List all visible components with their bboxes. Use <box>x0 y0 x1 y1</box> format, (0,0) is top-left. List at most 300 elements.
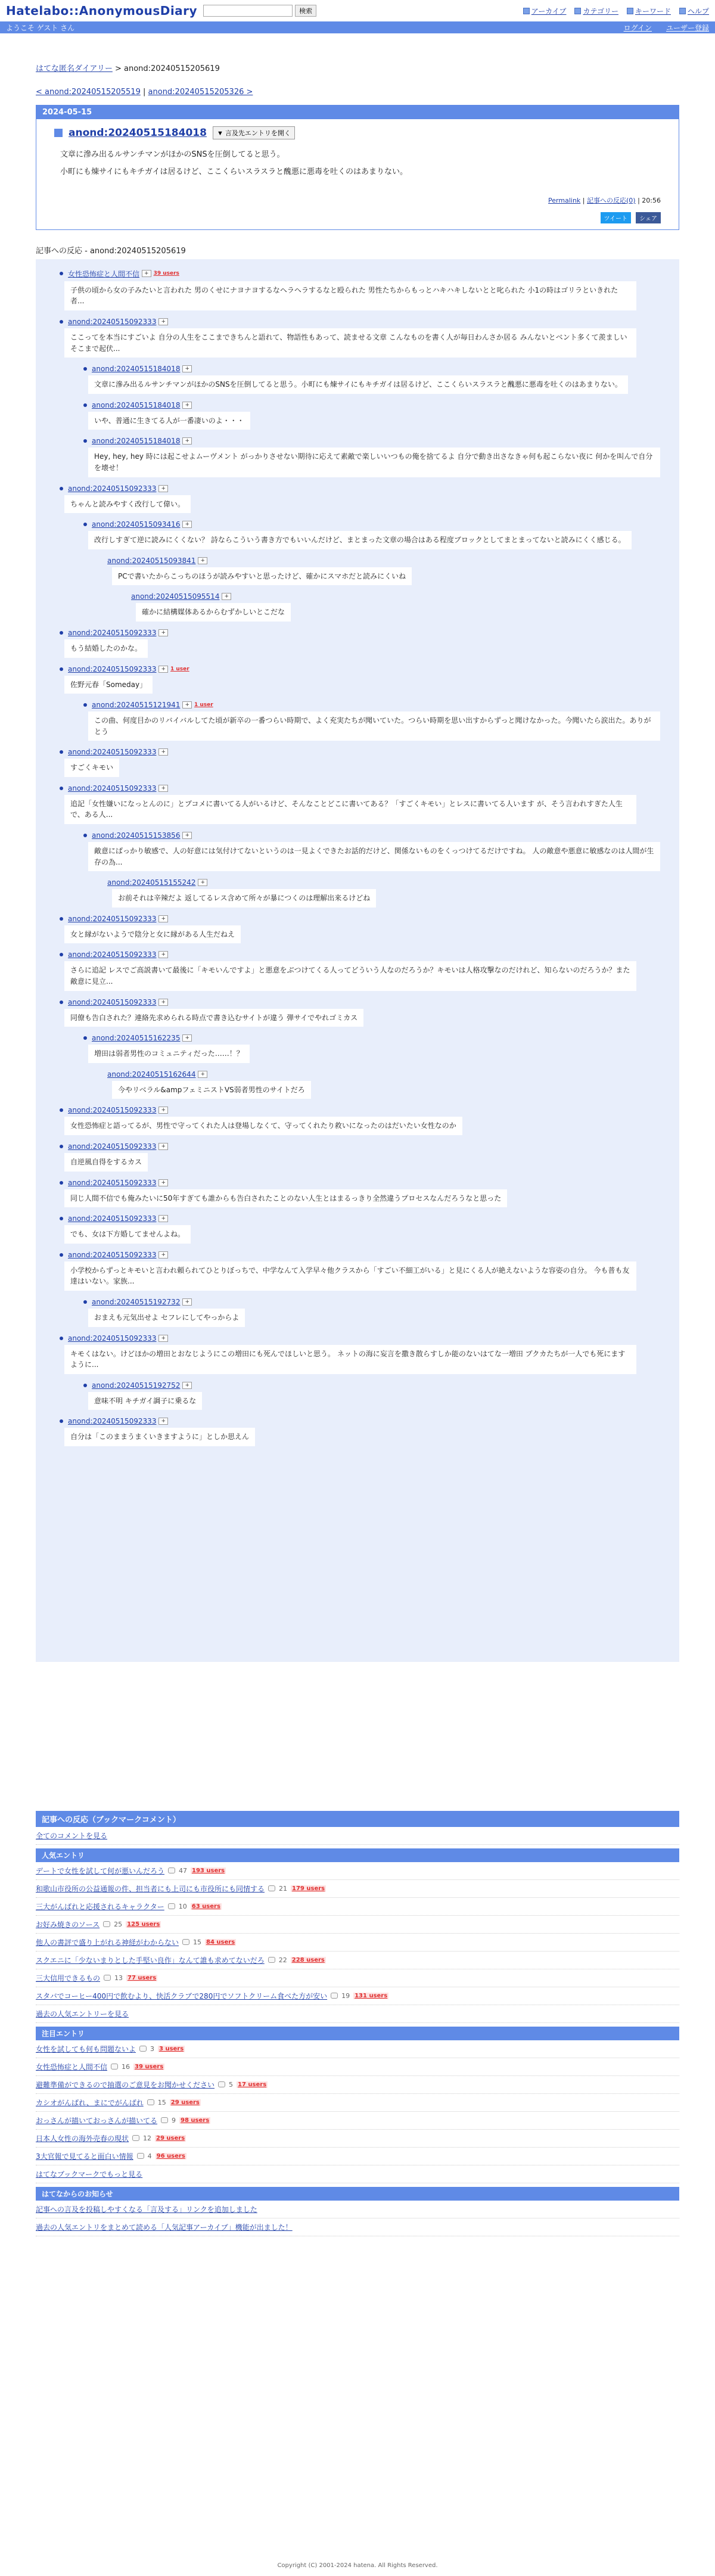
comment-icon <box>268 1957 275 1963</box>
comment-icon <box>104 1975 111 1981</box>
ref-item <box>83 437 667 480</box>
popular-header: 人気エントリ <box>36 1848 679 1862</box>
popular-row <box>36 1916 679 1934</box>
archive-icon <box>523 8 530 14</box>
ref-head <box>60 1214 667 1223</box>
expand-icon[interactable]: + <box>182 437 192 445</box>
bullet-icon <box>60 1181 63 1185</box>
ref-item <box>60 269 667 314</box>
ref-text: 小学校からずっとキモいと言われ頼られてひとりぼっちで、中学なんて入学早々他クラスから「すごい不細工がいる」と見にくる人が絶えないような容姿の自分。 今も普も友達はいない。家族... <box>64 1261 636 1291</box>
bookmark-users-badge[interactable]: 1 user <box>194 702 213 709</box>
bookmark-users-badge[interactable]: 96 users <box>156 2152 185 2159</box>
attention-title-link[interactable]: 女性を試しても何も問題ないよ <box>36 2044 136 2053</box>
top-nav <box>523 6 709 16</box>
bullet-icon <box>83 1384 87 1387</box>
nav-archive[interactable] <box>523 6 567 16</box>
popular-row <box>36 1880 679 1898</box>
expand-icon[interactable]: + <box>158 1215 168 1222</box>
ref-head <box>60 318 667 326</box>
ref-link[interactable]: anond:20240515092333 <box>68 950 157 959</box>
user-bar <box>0 21 715 33</box>
comment-count: 12 <box>143 2134 152 2142</box>
entry-title[interactable]: anond:20240515184018 <box>69 127 207 139</box>
bullet-icon <box>83 403 87 407</box>
expand-icon[interactable]: + <box>158 915 168 922</box>
comment-count: 19 <box>341 1991 350 2000</box>
expand-icon[interactable]: + <box>182 521 192 528</box>
expand-icon[interactable]: + <box>158 785 168 792</box>
expand-icon[interactable]: + <box>158 1251 168 1259</box>
prev-entry-link[interactable]: < anond:20240515205519 <box>36 88 141 97</box>
ref-head <box>83 520 667 529</box>
notice-header: はてなからのお知らせ <box>36 2187 679 2201</box>
expand-icon[interactable]: + <box>158 485 168 492</box>
bullet-icon <box>60 1253 63 1257</box>
all-comments-row <box>36 1827 679 1845</box>
bookmark-comments-section <box>36 1811 679 2236</box>
bullet-icon <box>83 1036 87 1040</box>
ref-text: すごくキモい <box>64 759 119 777</box>
entry-mark-icon <box>54 129 63 137</box>
entry-time: 20:56 <box>642 196 661 204</box>
attention-title-link[interactable]: 女性恐怖症と人間不信 <box>36 2062 108 2071</box>
expand-icon[interactable]: + <box>158 1143 168 1150</box>
entry <box>36 119 679 229</box>
refs-label: 記事への反応 - anond:20240515205619 <box>36 246 186 256</box>
bookmark-users-badge[interactable]: 39 users <box>135 2063 164 2070</box>
ref-link[interactable]: anond:20240515093416 <box>92 520 181 529</box>
notice-row <box>36 2218 679 2236</box>
nav-keyword-link[interactable]: キーワード <box>635 7 671 15</box>
popular-row <box>36 1862 679 1880</box>
next-entry-link[interactable]: anond:20240515205326 > <box>148 88 253 97</box>
ref-link[interactable]: anond:20240515092333 <box>68 1334 157 1343</box>
entry-footer: Permalink | 記事への反応(0) | 20:56 <box>548 196 661 204</box>
ref-link[interactable]: anond:20240515092333 <box>68 1417 157 1426</box>
ref-head <box>60 998 667 1006</box>
ref-head <box>60 1106 667 1114</box>
attention-title-link[interactable]: 避難準備ができるので抽選のご意見をお聞かせください <box>36 2080 215 2089</box>
nav-keyword[interactable] <box>627 6 671 16</box>
ref-link[interactable]: anond:20240515092333 <box>68 1142 157 1151</box>
bullet-icon <box>60 1108 63 1112</box>
bullet-icon <box>83 703 87 707</box>
attention-title-link[interactable]: 3大官報で見てると面白い情報 <box>36 2152 133 2161</box>
ref-item <box>107 878 667 911</box>
bookmark-users-badge[interactable]: 193 users <box>192 1867 225 1874</box>
ref-item <box>83 701 667 744</box>
entry-paragraph: 文章に滲み出るルサンチマンがほかのSNSを圧倒してると思う。 <box>60 150 285 159</box>
expand-icon[interactable]: + <box>222 593 231 600</box>
ref-item <box>60 748 667 781</box>
ref-item <box>60 1214 667 1247</box>
ref-text: PCで書いたからこっちのほうが読みやすいと思ったけど、確かにスマホだと読みにくいね <box>112 567 412 586</box>
ref-text: おまえも元気出せよ セフレにしてやっからよ <box>88 1309 245 1327</box>
bookmark-users-badge[interactable]: 1 user <box>170 666 189 672</box>
attention-header: 注目エントリ <box>36 2027 679 2040</box>
ref-item <box>60 1334 667 1378</box>
ref-link[interactable]: anond:20240515093841 <box>107 556 196 565</box>
ref-item <box>60 1179 667 1211</box>
ref-head <box>60 1179 667 1187</box>
ref-item <box>60 318 667 361</box>
ref-link[interactable]: anond:20240515092333 <box>68 998 157 1006</box>
comment-icon <box>182 1939 189 1945</box>
attention-row <box>36 2148 679 2165</box>
comment-count: 15 <box>193 1938 202 1946</box>
expand-icon[interactable]: + <box>182 1298 192 1306</box>
ref-link[interactable]: 女性恐怖症と人間不信 <box>68 269 140 278</box>
ref-head <box>60 665 667 673</box>
ref-link[interactable]: anond:20240515092333 <box>68 1106 157 1115</box>
ref-item <box>60 1142 667 1175</box>
expand-icon[interactable]: + <box>198 557 207 564</box>
bookmark-users-badge[interactable]: 39 users <box>153 271 179 277</box>
attention-title-link[interactable]: おっさんが描いておっさんが描いてる <box>36 2116 158 2125</box>
comment-count: 22 <box>278 1956 287 1964</box>
ref-link[interactable]: anond:20240515184018 <box>92 365 181 374</box>
search-button[interactable]: 検索 <box>295 5 316 17</box>
bullet-icon <box>60 1217 63 1220</box>
comment-count: 5 <box>229 2080 234 2089</box>
ref-link[interactable]: anond:20240515192732 <box>92 1297 181 1306</box>
ref-head <box>83 437 667 445</box>
comment-count: 3 <box>150 2044 155 2053</box>
ref-text: 増田は弱者男性のコミュニティだった……！？ <box>88 1045 250 1063</box>
expand-icon[interactable]: + <box>158 629 168 636</box>
ref-head <box>60 1142 667 1151</box>
ref-item <box>60 950 667 994</box>
expand-icon[interactable]: + <box>158 748 168 756</box>
attention-row <box>36 2130 679 2148</box>
bookmark-users-badge[interactable]: 125 users <box>127 1921 160 1928</box>
ref-item <box>60 784 667 828</box>
bullet-icon <box>60 1419 63 1423</box>
site-logo[interactable]: Hatelabo::AnonymousDiary <box>6 4 198 18</box>
bullet-icon <box>83 439 87 443</box>
nav-category[interactable] <box>574 6 618 16</box>
ref-link[interactable]: anond:20240515092333 <box>68 1250 157 1259</box>
ref-link[interactable]: anond:20240515192752 <box>92 1381 181 1390</box>
popular-more-row <box>36 2005 679 2023</box>
entry-title-row <box>54 126 661 139</box>
popular-row <box>36 1987 679 2005</box>
ref-item <box>60 1251 667 1294</box>
ref-text: 意味不明 キチガイ調子に乗るな <box>88 1392 202 1410</box>
popular-row <box>36 1969 679 1987</box>
comment-count: 15 <box>157 2098 166 2106</box>
bookmark-users-badge[interactable]: 228 users <box>291 1956 325 1963</box>
expand-icon[interactable]: + <box>182 832 192 839</box>
help-icon <box>679 8 686 14</box>
bullet-icon <box>60 1145 63 1148</box>
register-link[interactable]: ユーザー登録 <box>666 23 709 32</box>
entry-paragraph: 小町にも煉サイにもキチガイは居るけど、ここくらいスラスラと醜悪に悪毒を吐くのはあまりない。 <box>60 167 408 176</box>
ref-item <box>107 557 667 589</box>
ref-link[interactable]: anond:20240515092333 <box>68 317 157 326</box>
comment-icon <box>268 1885 275 1891</box>
attention-more-link[interactable]: はてなブックマークでもっと見る <box>36 2170 143 2179</box>
popular-title-link[interactable]: スクエニに「少ないまりとした手堅い良作」なんて誰も求めてないだろ <box>36 1956 265 1965</box>
copyright: Copyright (C) 2001-2024 hatena. All Rights Reserved. <box>277 2562 438 2569</box>
bookmark-users-badge[interactable]: 17 users <box>238 2081 267 2088</box>
notice-link[interactable]: 過去の人気エントリをまとめて読める「人気記事アーカイブ」機能が出ました！ <box>36 2223 293 2232</box>
all-comments-link[interactable]: 全てのコメントを見る <box>36 1831 108 1840</box>
ref-head <box>60 484 667 493</box>
bullet-icon <box>60 320 63 324</box>
comment-count: 9 <box>172 2116 176 2124</box>
expand-icon[interactable]: + <box>158 999 168 1006</box>
ref-link[interactable]: anond:20240515153856 <box>92 831 181 840</box>
ref-head <box>60 1334 667 1343</box>
day-section <box>36 105 679 230</box>
expand-icon[interactable]: + <box>182 1034 192 1042</box>
comment-icon <box>168 1867 175 1873</box>
popular-row <box>36 1952 679 1969</box>
popular-title-link[interactable]: お好み焼きのソース <box>36 1920 100 1929</box>
ref-text: 改行しすぎて逆に読みにくくない？ 詩ならこういう書き方でもいいんだけど、まとまった文章の場合はある程度ブロックとしてまとまってないと読みにくく感じる。 <box>88 531 632 549</box>
ref-item <box>60 1106 667 1139</box>
popular-row <box>36 1934 679 1952</box>
ref-item <box>83 520 667 553</box>
nav-archive-link[interactable]: アーカイブ <box>531 7 567 15</box>
ref-link[interactable]: anond:20240515184018 <box>92 437 181 446</box>
attention-title-link[interactable]: カシオがんばれ、まにでがんばれ <box>36 2098 144 2107</box>
expand-icon[interactable]: + <box>182 402 192 409</box>
ref-link[interactable]: anond:20240515121941 <box>92 701 181 710</box>
notice-row <box>36 2201 679 2218</box>
bookmark-users-badge[interactable]: 84 users <box>206 1938 235 1946</box>
bullet-icon <box>60 1000 63 1004</box>
ref-link[interactable]: anond:20240515155242 <box>107 878 196 887</box>
attention-row <box>36 2076 679 2094</box>
popular-list <box>36 1862 679 2005</box>
expand-icon[interactable]: + <box>158 1107 168 1114</box>
ref-head <box>107 1070 667 1079</box>
comment-count: 10 <box>178 1902 187 1910</box>
notice-link[interactable]: 記事への言及を投稿しやすくなる「言及する」リンクを追加しました <box>36 2205 257 2214</box>
category-icon <box>574 8 581 14</box>
ref-head <box>83 1034 667 1042</box>
prev-next-separator: | <box>143 88 146 97</box>
attention-row <box>36 2112 679 2130</box>
ref-head <box>107 557 667 565</box>
popular-title-link[interactable]: 他人の書評で盛り上がれる神経がわからない <box>36 1938 179 1947</box>
bookmark-users-badge[interactable]: 77 users <box>128 1974 157 1981</box>
expand-icon[interactable]: + <box>158 1179 168 1186</box>
ref-text: キモくはない。けどほかの増田とおなじようにこの増田にも死んでほしいと思う。 ネットの海に妄言を撒き散らすしか能のないはてな一増田 プクカたちが一人でも死にますように... <box>64 1345 636 1374</box>
ref-link[interactable]: anond:20240515162235 <box>92 1034 181 1043</box>
comment-icon <box>139 2046 147 2052</box>
breadcrumb-home[interactable]: はてな匿名ダイアリー <box>36 64 113 73</box>
ref-text: 女性恐怖症と語ってるが、男性で守ってくれた人は登場しなくて、守ってくれたり救いになったのはだいたい女性なのか <box>64 1117 462 1135</box>
bookmark-users-badge[interactable]: 29 users <box>170 2099 200 2106</box>
ref-item <box>83 365 667 397</box>
ref-item <box>60 915 667 947</box>
ref-head <box>60 784 667 793</box>
comment-icon <box>147 2099 154 2105</box>
comment-count: 21 <box>279 1884 288 1893</box>
ref-link[interactable]: anond:20240515092333 <box>68 628 157 637</box>
entry-body <box>54 150 661 178</box>
ref-head <box>60 1417 667 1425</box>
ref-head <box>60 915 667 923</box>
ref-link[interactable]: anond:20240515092333 <box>68 664 157 673</box>
ref-link[interactable]: anond:20240515092333 <box>68 784 157 793</box>
ref-text: 子供の頃から女の子みたいと言われた 男のくせにナヨナヨするなヘラヘラするなと殴られた 男性たちからもっとハキハキしないとと叱られた 小1の時はゴリラといきれた者... <box>64 281 636 310</box>
attention-title-link[interactable]: 日本人女性の海外売春の現状 <box>36 2134 129 2143</box>
ref-link[interactable]: anond:20240515162644 <box>107 1070 196 1079</box>
login-link[interactable]: ログイン <box>623 23 652 32</box>
comment-count: 13 <box>114 1974 123 1982</box>
attention-row <box>36 2040 679 2058</box>
bullet-icon <box>60 787 63 790</box>
expand-icon[interactable]: + <box>182 1382 192 1389</box>
ref-item <box>60 1417 667 1450</box>
bookmark-users-badge[interactable]: 29 users <box>156 2134 185 2142</box>
expand-icon[interactable]: + <box>158 1335 168 1342</box>
ref-link[interactable]: anond:20240515092333 <box>68 484 157 493</box>
bullet-icon <box>60 750 63 754</box>
comment-icon <box>132 2135 139 2141</box>
bullet-icon <box>60 272 63 275</box>
ref-link[interactable]: anond:20240515092333 <box>68 914 157 923</box>
day-date: 2024-05-15 <box>36 105 679 119</box>
popular-title-link[interactable]: 三大信用できるもの <box>36 1974 101 1983</box>
comment-count: 25 <box>114 1920 123 1928</box>
nav-help-link[interactable]: ヘルプ <box>687 7 709 15</box>
ref-text: 今やリベラル&ampフェミニストVS弱者男性のサイトだろ <box>112 1081 311 1099</box>
ref-text: ここってを本当にすごいよ 自分の人生をここまできちんと語れて、物語性もあって、読ませる文章 こんなものを書く人が毎日わんさか居る みんないとベント多くて羨ましい そこまで起伏... <box>64 328 636 358</box>
ref-text: さらに追記 レスでご高説書いて最後に「キモいんですよ」と悪意をぶつけてくる人ってどういう人なのだろうか？キモいは人格攻撃なのだけれど、知らないのだろうか？また敵意に見立... <box>64 961 636 990</box>
comment-icon <box>111 2064 118 2069</box>
popular-title-link[interactable]: デートで女性を試して何が悪いんだろう <box>36 1866 165 1875</box>
bullet-icon <box>83 834 87 837</box>
bullet-icon <box>60 953 63 956</box>
attention-row <box>36 2094 679 2112</box>
expand-icon[interactable]: + <box>158 666 168 673</box>
ref-text: 同僚も告白された？連絡先求められる時点で書き込むサイトが違う 弾サイでやれゴミカス <box>64 1009 363 1027</box>
welcome-text: ようこそ ゲスト さん <box>6 23 75 32</box>
nav-help[interactable] <box>679 6 709 16</box>
breadcrumb <box>36 62 715 73</box>
bullet-icon <box>60 667 63 671</box>
comment-icon <box>168 1903 175 1909</box>
ref-item <box>83 401 667 434</box>
ref-head <box>83 365 667 373</box>
permalink-link[interactable]: Permalink <box>548 196 581 204</box>
ref-head <box>83 831 667 840</box>
comment-icon <box>218 2081 225 2087</box>
expand-icon[interactable]: + <box>158 1418 168 1425</box>
bookmark-users-badge[interactable]: 98 users <box>181 2117 210 2124</box>
tweet-button[interactable]: ツイート <box>601 212 632 223</box>
nav-category-link[interactable]: カテゴリー <box>583 7 618 15</box>
ref-text: お前それは辛辣だよ 返してるレス含めて所々が暴につくのは理解出来るけどね <box>112 889 376 908</box>
ref-text: 佐野元春「Someday」 <box>64 676 153 694</box>
ref-head <box>60 950 667 959</box>
ref-text: もう結婚したのかな。 <box>64 639 148 658</box>
ref-item <box>83 831 667 875</box>
ref-head <box>83 401 667 409</box>
popular-title-link[interactable]: 三大がんばれと応援されるキャラクター <box>36 1902 164 1911</box>
ref-head <box>60 1251 667 1259</box>
bookmark-users-badge[interactable]: 131 users <box>355 1992 388 1999</box>
site-header <box>0 0 715 21</box>
expand-icon[interactable]: + <box>182 701 192 709</box>
expand-icon[interactable]: + <box>158 318 168 325</box>
bullet-icon <box>60 1337 63 1340</box>
comment-icon <box>161 2117 168 2123</box>
popular-title-link[interactable]: スタバでコーヒー400円で飲むより、快活クラブで280円でソフトクリーム食べた方が安い <box>36 1991 328 2000</box>
expand-icon[interactable]: + <box>158 951 168 958</box>
ref-text: 自分は「このままうまくいきますように」としか思えん <box>64 1428 255 1446</box>
ref-head <box>83 1381 667 1390</box>
ref-item <box>131 592 667 625</box>
ref-text: Hey, hey, hey 時には起こせよムーヴメント がっかりさせない期待に応えて素敵で楽しいいつもの俺を捨てるよ 自分で動き出さなきゃ何も起こらない夜に 何かを叫んで自分を壊せ！ <box>88 448 660 477</box>
ref-item <box>60 998 667 1031</box>
expand-icon[interactable]: + <box>198 1071 207 1078</box>
ref-text: 追記「女性嫌いになっとんのに」とプコメに書いてる人がいるけど、そんなことどこに書いてある？「すごくキモい」とレスに書いてる人います が、そう言われすぎた人生で、ある人... <box>64 795 636 824</box>
ref-link[interactable]: anond:20240515184018 <box>92 400 181 409</box>
bullet-icon <box>60 917 63 921</box>
comment-icon <box>137 2153 144 2159</box>
attention-more-row <box>36 2165 679 2183</box>
bookmark-users-badge[interactable]: 179 users <box>292 1885 325 1892</box>
expand-icon[interactable]: + <box>182 365 192 372</box>
ref-item <box>83 1381 667 1414</box>
bullet-icon <box>60 631 63 635</box>
bookmark-users-badge[interactable]: 63 users <box>191 1903 220 1910</box>
ref-item <box>107 1070 667 1103</box>
ref-head <box>60 748 667 756</box>
trackback-link[interactable]: 記事への反応(0) <box>587 196 636 204</box>
expand-icon[interactable]: + <box>198 879 207 886</box>
comment-count: 16 <box>122 2062 130 2071</box>
expand-icon[interactable]: + <box>142 270 151 277</box>
open-prefix-button[interactable]: ▼ 言及先エントリを開く <box>213 126 295 139</box>
popular-title-link[interactable]: 和歌山市役所の公益通報の件、担当者にも上司にも市役所にも同情する <box>36 1884 265 1893</box>
share-buttons <box>54 212 661 223</box>
ref-item <box>83 1034 667 1067</box>
ref-item <box>60 665 667 698</box>
ref-text: 敵意にばっかり敏感で、人の好意には気付けてないというのは一見よくできたお話的だけど、関係ないものをくっつけてるだけですね。 人の敵意や悪意に敏感なのは人間が生存の為... <box>88 842 660 871</box>
ref-head <box>60 269 667 279</box>
ref-text: この曲、何度目かのリバイバルしてた頃が新卒の一番つらい時期で、よく充実たちが聞いていた。つらい時期を思い出すからずっと聞けなかった。今聞いたら涙出た。ありがとう <box>88 711 660 741</box>
attention-row <box>36 2058 679 2076</box>
ref-text: 同じ人間不信でも俺みたいに50年すぎても誰からも告白されたことのない人生とはまるっきり全然違うプロセスなんだろうなと思った <box>64 1189 507 1208</box>
ref-link[interactable]: anond:20240515092333 <box>68 1214 157 1223</box>
bullet-icon <box>60 487 63 490</box>
ref-text: 確かに結構媒体あるからむずかしいとこだな <box>136 603 291 622</box>
search-input[interactable] <box>203 5 293 17</box>
ref-head <box>83 701 667 709</box>
bookmark-users-badge[interactable]: 3 users <box>159 2045 184 2052</box>
facebook-share-button[interactable]: シェア <box>636 212 661 223</box>
ref-head <box>83 1298 667 1306</box>
ref-text: ちゃんと読みやすく改行して偉い。 <box>64 495 191 514</box>
bullet-icon <box>83 523 87 526</box>
ref-text: 文章に滲み出るルサンチマンがほかのSNSを圧倒してると思う。小町にも煉サイにもキチガイは居るけど、ここくらいスラスラと醜悪に悪毒を吐くのはあまりない。 <box>88 375 628 394</box>
comment-icon <box>331 1993 338 1999</box>
ref-link[interactable]: anond:20240515092333 <box>68 748 157 757</box>
ref-head <box>107 878 667 887</box>
refs-tree <box>36 259 679 1662</box>
ref-link[interactable]: anond:20240515095514 <box>131 592 220 601</box>
attention-list <box>36 2040 679 2165</box>
ref-link[interactable]: anond:20240515092333 <box>68 1178 157 1187</box>
popular-more-link[interactable]: 過去の人気エントリーを見る <box>36 2009 129 2018</box>
